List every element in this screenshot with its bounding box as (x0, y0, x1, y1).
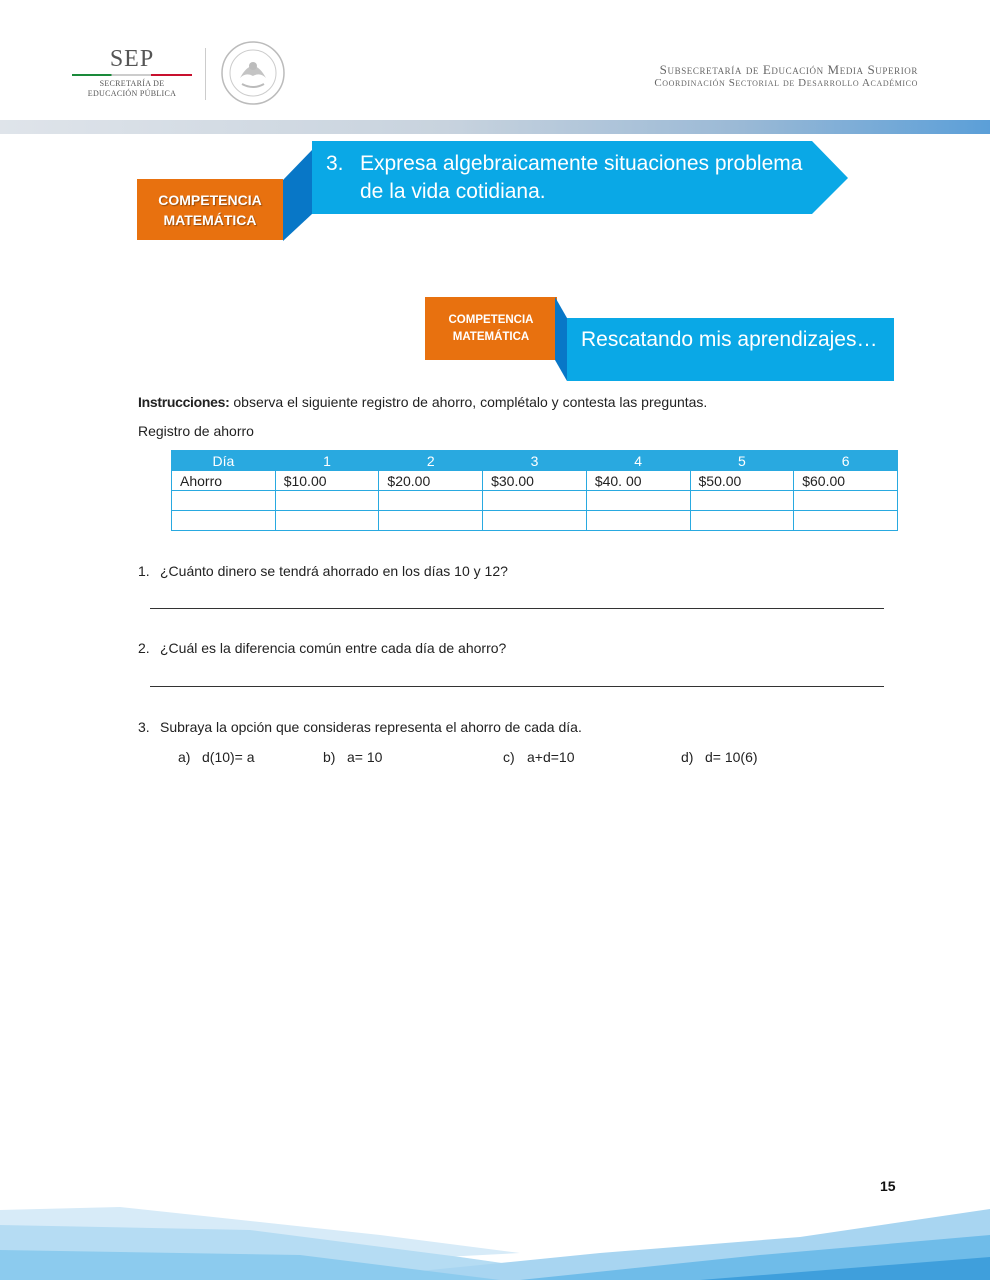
competency-text-line2: de la vida cotidiana. (360, 180, 546, 203)
table-cell: Ahorro (172, 471, 276, 491)
table-cell-blank[interactable] (690, 511, 794, 531)
table-cell-blank[interactable] (483, 511, 587, 531)
question-3-text: Subraya la opción que consideras representa el ahorro de cada día. (160, 719, 582, 735)
table-cell-blank[interactable] (172, 491, 276, 511)
answer-line-1[interactable] (150, 608, 884, 609)
competencia-badge-2-line1: COMPETENCIA (448, 313, 534, 326)
table-header-row (172, 451, 898, 471)
section-title: Rescatando mis aprendizajes… (581, 328, 878, 351)
table-cell: $20.00 (379, 471, 483, 491)
instructions-label: Instrucciones: (138, 394, 230, 410)
national-seal-icon (220, 40, 286, 106)
competencia-badge-2-line2: MATEMÁTICA (452, 330, 530, 343)
header-institution (654, 62, 918, 90)
header-cell-5: 5 (690, 451, 794, 471)
table-cell-blank[interactable] (690, 491, 794, 511)
table-row (172, 491, 898, 511)
option-a-text: d(10)= a (202, 749, 255, 765)
option-c-letter: c) (503, 749, 515, 765)
option-a[interactable] (178, 749, 255, 765)
competencia-badge-1 (137, 179, 283, 240)
table-cell-blank[interactable] (586, 511, 690, 531)
table-cell-blank[interactable] (275, 511, 379, 531)
table-cell: $60.00 (794, 471, 898, 491)
instructions (138, 394, 707, 410)
header-band (0, 120, 990, 134)
table-cell: $10.00 (275, 471, 379, 491)
header-cell-4: 4 (586, 451, 690, 471)
table-cell-blank[interactable] (275, 491, 379, 511)
instructions-text: observa el siguiente registro de ahorro, complétalo y contesta las preguntas. (229, 394, 708, 410)
option-d-letter: d) (681, 749, 694, 765)
option-b[interactable] (323, 749, 382, 765)
header-cell-dia: Día (172, 451, 276, 471)
option-b-letter: b) (323, 749, 336, 765)
savings-table (171, 450, 898, 531)
question-1-number: 1. (138, 563, 150, 579)
sep-logo-rule (72, 74, 192, 76)
option-d[interactable] (681, 749, 758, 765)
competency-text-line1: Expresa algebraicamente situaciones problema (360, 152, 803, 175)
table-row (172, 511, 898, 531)
question-3 (138, 719, 582, 735)
table-cell: $30.00 (483, 471, 587, 491)
question-1-text: ¿Cuánto dinero se tendrá ahorrado en los días 10 y 12? (160, 563, 508, 579)
sep-logo-sub-2: EDUCACIÓN PÚBLICA (87, 89, 177, 98)
table-cell: $50.00 (690, 471, 794, 491)
footer-wave (0, 1195, 990, 1280)
header-line-1: Subsecretaría de Educación Media Superior (659, 62, 918, 77)
question-3-number: 3. (138, 719, 150, 735)
sep-logo-title: SEP (109, 46, 155, 72)
page-number: 15 (880, 1178, 896, 1194)
table-row (172, 471, 898, 491)
table-title: Registro de ahorro (138, 423, 254, 439)
table-cell-blank[interactable] (586, 491, 690, 511)
option-c-text: a+d=10 (527, 749, 575, 765)
question-2 (138, 640, 506, 656)
competency-number: 3. (326, 152, 344, 175)
question-1 (138, 563, 508, 579)
header-cell-3: 3 (483, 451, 587, 471)
competencia-badge-1-line1: COMPETENCIA (158, 191, 262, 208)
table-cell-blank[interactable] (172, 511, 276, 531)
option-c[interactable] (503, 749, 575, 765)
header-cell-1: 1 (275, 451, 379, 471)
table-cell-blank[interactable] (379, 511, 483, 531)
table-cell-blank[interactable] (379, 491, 483, 511)
question-2-number: 2. (138, 640, 150, 656)
table-cell-blank[interactable] (794, 511, 898, 531)
table-cell-blank[interactable] (794, 491, 898, 511)
header-cell-6: 6 (794, 451, 898, 471)
option-d-text: d= 10(6) (705, 749, 758, 765)
competencia-badge-2 (425, 297, 557, 360)
table-cell: $40. 00 (586, 471, 690, 491)
header-line-2: Coordinación Sectorial de Desarrollo Académico (654, 77, 918, 89)
answer-line-2[interactable] (150, 686, 884, 687)
header-cell-2: 2 (379, 451, 483, 471)
table-cell-blank[interactable] (483, 491, 587, 511)
sep-logo (72, 46, 192, 99)
question-2-text: ¿Cuál es la diferencia común entre cada día de ahorro? (160, 640, 507, 656)
sep-logo-sub-1: SECRETARÍA DE (99, 79, 165, 88)
option-b-text: a= 10 (347, 749, 383, 765)
option-a-letter: a) (178, 749, 191, 765)
competencia-badge-1-line2: MATEMÁTICA (163, 211, 257, 228)
header-divider (205, 48, 206, 100)
